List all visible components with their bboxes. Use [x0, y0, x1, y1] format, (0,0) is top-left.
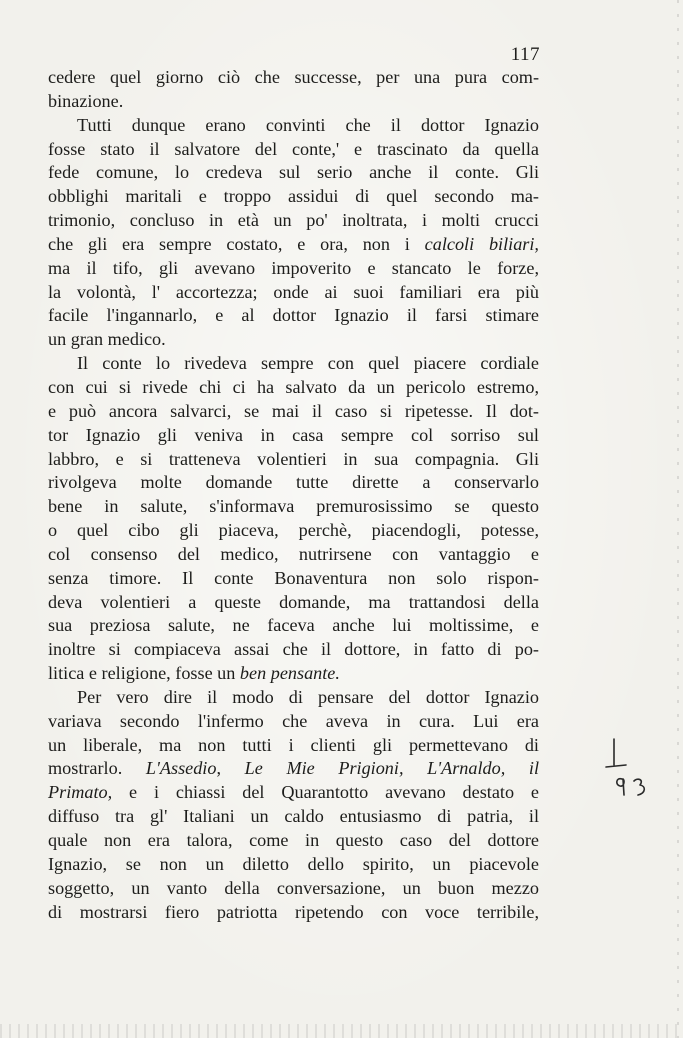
text-line — [48, 328, 539, 352]
text-line — [48, 591, 539, 615]
text-run: variava secondo l'infermo che aveva in cura. Lui era — [48, 710, 539, 731]
text-line — [48, 901, 539, 925]
scan-bottom-noise — [0, 1024, 683, 1038]
text-line — [48, 805, 539, 829]
text-line — [48, 448, 539, 472]
text-run: la volontà, l' accortezza; onde ai suoi familiari era più — [48, 281, 539, 302]
text-run: binazione. — [48, 90, 124, 111]
text-line — [48, 853, 539, 877]
text-run: soggetto, un vanto della conversazione, un buon mezzo — [48, 877, 539, 898]
text-run: tor Ignazio gli veniva in casa sempre col sorriso sul — [48, 424, 539, 445]
text-line — [48, 90, 539, 114]
text-run: labbro, e si tratteneva volentieri in sua compagnia. Gli — [48, 448, 539, 469]
page-number: 117 — [510, 44, 540, 65]
text-line — [48, 710, 539, 734]
text-line — [48, 66, 539, 90]
text-run: Per vero dire il modo di pensare del dottor Ignazio — [77, 686, 539, 707]
text-run: diffuso tra gl' Italiani un caldo entusiasmo di patria, il — [48, 806, 539, 827]
text-run: fosse stato il salvatore del conte,' e trascinato da quella — [48, 138, 539, 159]
text-line — [48, 614, 539, 638]
text-line — [48, 829, 539, 853]
text-run: mostrarlo. — [48, 758, 146, 779]
text-line — [48, 471, 539, 495]
text-line — [48, 424, 539, 448]
text-line — [48, 257, 539, 281]
italic-text: Le Mie Prigioni, L'Arnaldo, il — [244, 758, 540, 779]
text-run: che gli era sempre costato, e ora, non i — [48, 233, 425, 254]
text-line — [48, 543, 539, 567]
text-run: di mostrarsi fiero patriotta ripetendo con voce terribile, — [48, 901, 539, 922]
text-run: quale non era talora, come in questo caso del dottore — [48, 830, 539, 850]
text-line — [48, 519, 539, 543]
text-line — [48, 567, 539, 591]
text-run: senza timore. Il conte Bonaventura non solo rispon- — [48, 567, 539, 588]
text-line — [48, 376, 539, 400]
text-run: col consenso del medico, nutrirsene con vantaggio e — [48, 543, 539, 564]
text-run: rivolgeva molte domande tutte dirette a conservarlo — [48, 472, 539, 493]
italic-text: calcoli biliari, — [424, 233, 539, 254]
text-line — [48, 781, 539, 805]
text-run: deva volentieri a queste domande, ma trattandosi della — [48, 591, 539, 612]
text-run: Il conte lo rivedeva sempre con quel piacere cordiale — [77, 353, 539, 374]
text-line — [48, 281, 539, 305]
text-run: facile l'ingannarlo, e al dottor Ignazio il farsi stimare — [48, 305, 539, 326]
text-line — [48, 877, 539, 901]
text-run: e i chiassi del Quarantotto avevano destato e — [112, 782, 539, 803]
text-run: , — [216, 758, 245, 779]
italic-text: Primato, — [48, 782, 113, 803]
text-run: inoltre si compiaceva assai che il dottore, in fatto di po- — [48, 639, 539, 660]
text-run: con cui si rivede chi ci ha salvato da un pericolo estremo, — [48, 376, 539, 397]
text-line — [48, 209, 539, 233]
handwritten-margin-note — [600, 735, 660, 805]
text-line — [48, 185, 539, 209]
text-line — [48, 233, 539, 257]
italic-text: L'Assedio — [145, 758, 217, 779]
text-run: obblighi maritali e troppo assidui di quel secondo ma- — [48, 186, 539, 207]
text-run: litica e religione, fosse un — [48, 663, 240, 684]
text-line — [48, 114, 539, 138]
body-text — [48, 66, 539, 924]
text-line — [48, 138, 539, 162]
text-line — [48, 662, 539, 686]
text-line — [48, 686, 539, 710]
text-run: Tutti dunque erano convinti che il dottor Ignazio — [77, 114, 539, 135]
text-line — [48, 161, 539, 185]
page-edge-shadow — [677, 0, 679, 1038]
text-run: trimonio, concluso in età un po' inoltrata, i molti crucci — [48, 210, 539, 231]
italic-text: ben pensante. — [239, 663, 340, 684]
text-run: bene in salute, s'informava premurosissimo se questo — [48, 496, 539, 517]
text-line — [48, 304, 539, 328]
text-run: ma il tifo, gli avevano impoverito e stancato le forze, — [48, 257, 539, 278]
text-line — [48, 734, 539, 758]
text-line — [48, 400, 539, 424]
text-run: un liberale, ma non tutti i clienti gli permettevano di — [48, 734, 539, 755]
text-run: o quel cibo gli piaceva, perchè, piacendogli, potesse, — [48, 520, 539, 541]
text-line — [48, 638, 539, 662]
text-run: un gran medico. — [48, 329, 166, 350]
text-line — [48, 495, 539, 519]
text-run: sua preziosa salute, ne faceva anche lui moltissime, e — [48, 615, 539, 636]
text-run: cedere quel giorno ciò che successe, per una pura com- — [48, 67, 539, 87]
text-run: Ignazio, se non un diletto dello spirito, un piacevole — [48, 853, 539, 874]
text-run: e può ancora salvarci, se mai il caso si ripetesse. Il dot- — [48, 400, 539, 421]
text-line — [48, 352, 539, 376]
text-run: fede comune, lo credeva sul serio anche il conte. Gli — [48, 162, 539, 183]
text-line — [48, 757, 539, 781]
